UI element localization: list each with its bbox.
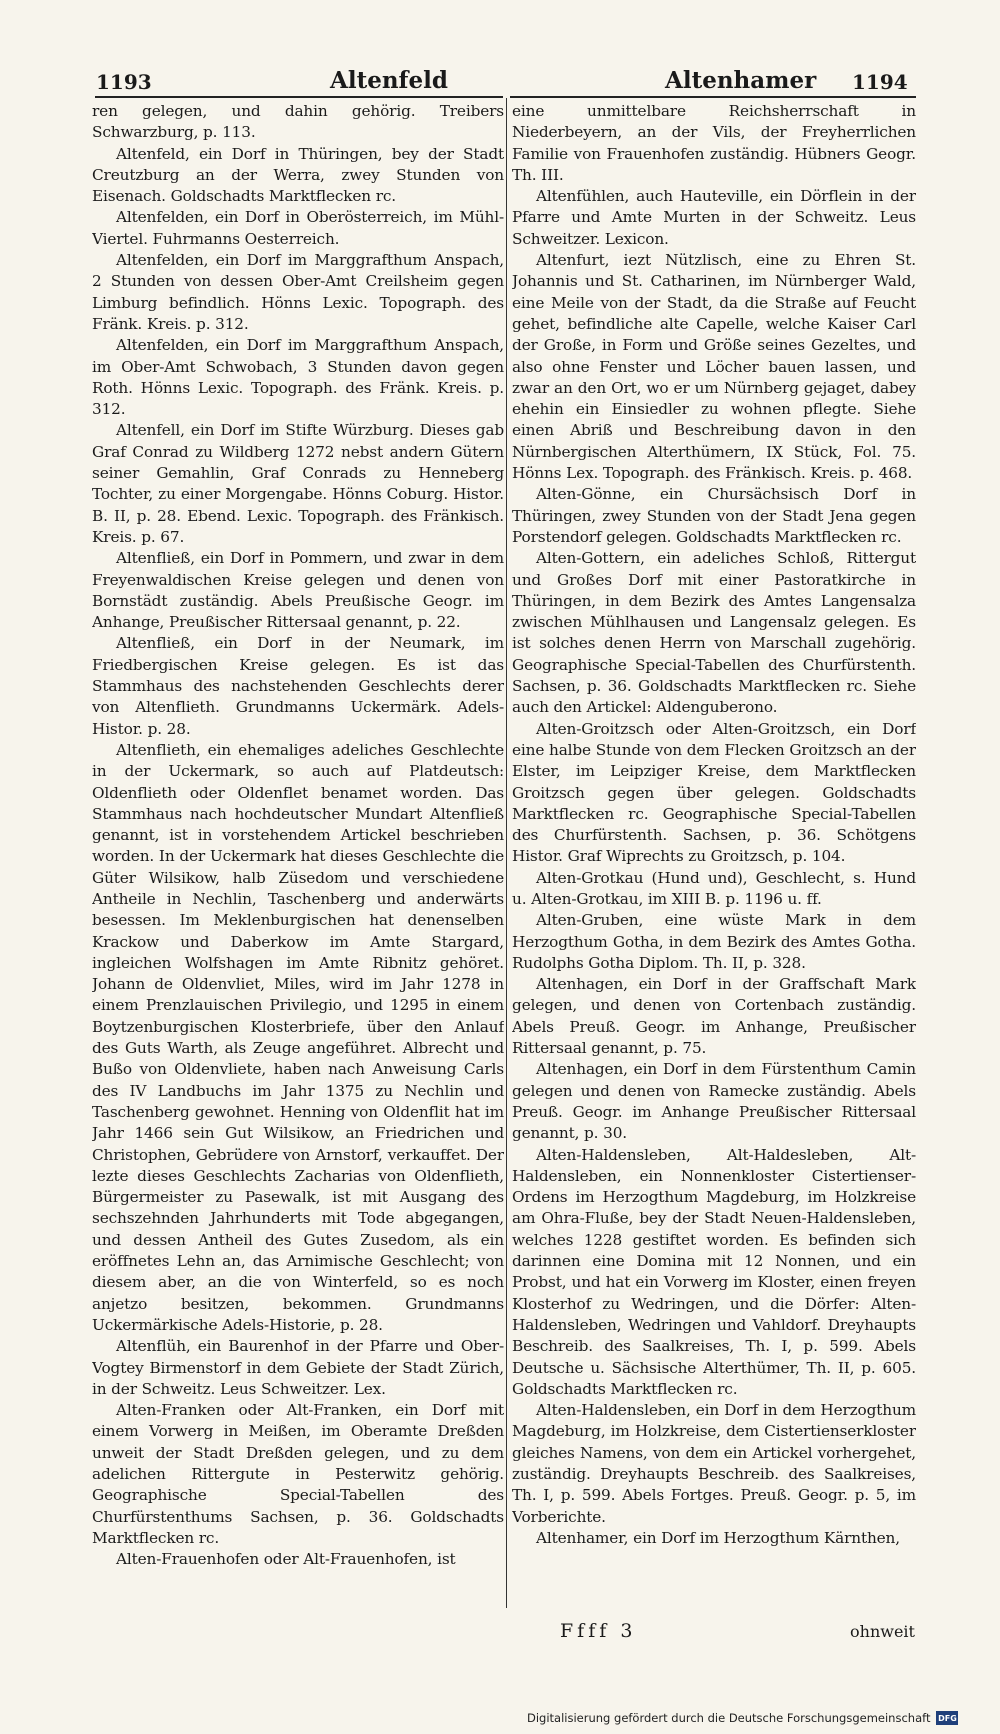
dictionary-entry: Altenfurt, iezt Nützlisch, eine zu Ehren St. Johannis und St. Catharinen, im Nürnberger Wald, eine Meile von der Stadt, da die Straße auf Feucht gehet, befindliche alte Capelle, welche Kaiser Carl der Große, in Form und Größe seines Gezeltes, und also ohne Fenster und Löcher bauen lassen, und zwar an den Ort, wo er um Nürnberg gejaget, dabey ehehin ein Einsiedler zu wohnen pflegte. Siehe einen Abriß und Beschreibung davon in den Nürnbergischen Alterthümern, IX Stück, Fol. 75. Hönns Lex. Topograph. des Fränkisch. Kreis. p. 468. [512,251,916,483]
right-running-head: Altenhamer [665,67,817,94]
dictionary-entry: ren gelegen, und dahin gehörig. Treibers Schwarzburg, p. 113. [92,102,504,142]
dictionary-entry: Altenfelden, ein Dorf im Marggrafthum Anspach, im Ober-Amt Schwobach, 3 Stunden davon gegen Roth. Hönns Lexic. Topograph. des Fränk. Kreis. p. 312. [92,336,504,419]
dictionary-entry: Alten-Gönne, ein Chursächsisch Dorf in Thüringen, zwey Stunden von der Stadt Jena gegen Porstendorf gelegen. Goldschadts Marktflecken rc. [512,485,916,546]
column-divider [506,98,507,1608]
dictionary-entry: Alten-Gruben, eine wüste Mark in dem Herzogthum Gotha, in dem Bezirk des Amtes Gotha. Rudolphs Gotha Diplom. Th. II, p. 328. [512,911,916,972]
dictionary-entry: Alten-Groitzsch oder Alten-Groitzsch, ein Dorf eine halbe Stunde von dem Flecken Groitzsch an der Elster, im Leipziger Kreise, dem Marktflecken Groitzsch gegen über gelegen. Goldschadts Marktflecken rc. Geographische Special-Tabellen des Churfürstenth. Sachsen, p. 36. Schötgens Histor. Graf Wiprechts zu Groitzsch, p. 104. [512,719,916,866]
dictionary-entry: Alten-Grotkau (Hund und), Geschlecht, s. Hund u. Alten-Grotkau, im XIII B. p. 1196 u. ff. [512,868,916,908]
dictionary-entry: Alten-Franken oder Alt-Franken, ein Dorf mit einem Vorwerg in Meißen, im Oberamte Dreßden unweit der Stadt Dreßden gelegen, und zu dem adelichen Rittergute in Pesterwitz gehörig. Geographische Special-Tabellen des Churfürstenthums Sachsen, p. 36. Goldschadts Marktflecken rc. [92,1401,504,1547]
dictionary-entry: Alten-Frauenhofen oder Alt-Frauenhofen, ist [116,1550,456,1569]
dictionary-entry: Altenhamer, ein Dorf im Herzogthum Kärnthen, [536,1528,900,1547]
dfg-logo: DFG [936,1711,958,1725]
header-rule-right [510,96,916,98]
left-running-head: Altenfeld [330,67,448,94]
catchword: ohnweit [850,1622,915,1641]
credit-text: Digitalisierung gefördert durch die Deutsche Forschungsgemeinschaft [527,1711,931,1725]
dictionary-entry: Altenflüh, ein Baurenhof in der Pfarre und Ober-Vogtey Birmenstorf in dem Gebiete der Stadt Zürich, in der Schweitz. Leus Schweitzer. Lex. [92,1337,504,1398]
dictionary-entry: Altenhagen, ein Dorf in dem Fürstenthum Camin gelegen und denen von Ramecke zuständig. Abels Preuß. Geogr. im Anhange Preußischer Rittersaal genannt, p. 30. [512,1060,916,1143]
dictionary-entry: Altenfell, ein Dorf im Stifte Würzburg. Dieses gab Graf Conrad zu Wildberg 1272 nebst andern Gütern seiner Gemahlin, Graf Conrads zu Henneberg Tochter, zu einer Morgengabe. Hönns Coburg. Histor. B. II, p. 28. Ebend. Lexic. Topograph. des Fränkisch. Kreis. p. 67. [92,421,504,546]
dictionary-entry: Altenfließ, ein Dorf in Pommern, und zwar in dem Freyenwaldischen Kreise gelegen und denen von Bornstädt zuständig. Abels Preußische Geogr. im Anhange, Preußischer Rittersaal genannt, p. 22. [92,549,504,632]
dictionary-entry: Altenhagen, ein Dorf in der Graffschaft Mark gelegen, und denen von Cortenbach zuständig. Abels Preuß. Geogr. im Anhange, Preußischer Rittersaal genannt, p. 75. [512,975,916,1058]
dictionary-entry: Alten-Haldensleben, Alt-Haldesleben, Alt-Haldensleben, ein Nonnenkloster Cistertienser-Ordens im Herzogthum Magdeburg, im Holzkreise am Ohra-Fluße, bey der Stadt Neuen-Haldensleben, welches 1228 gestiftet worden. Es befinden sich darinnen eine Domina mit 12 Nonnen, und ein Probst, und hat ein Vorwerg im Kloster, einen freyen Klosterhof zu Wedringen, und die Dörfer: Alten-Haldensleben, Wedringen und Vahldorf. Dreyhaupts Beschreib. des Saalkreises, Th. I, p. 599. Abels Deutsche u. Sächsische Alterthümer, Th. II, p. 605. Goldschadts Marktflecken rc. [512,1145,916,1398]
right-column [512,101,916,1621]
dictionary-entry: Alten-Haldensleben, ein Dorf in dem Herzogthum Magdeburg, im Holzkreise, dem Cistertienserkloster gleiches Namens, von dem ein Artickel vorhergehet, zuständig. Dreyhaupts Beschreib. des Saalkreises, Th. I, p. 599. Abels Fortges. Preuß. Geogr. p. 5, im Vorberichte. [512,1401,916,1526]
dictionary-entry: Altenfelden, ein Dorf in Oberösterreich, im Mühl-Viertel. Fuhrmanns Oesterreich. [92,208,504,248]
dictionary-entry: Alten-Gottern, ein adeliches Schloß, Rittergut und Großes Dorf mit einer Pastoratkirche in Thüringen, in dem Bezirk des Amtes Langensalza zwischen Mühlhausen und Langensalz gelegen. Es ist solches denen Herrn von Marschall zugehörig. Geographische Special-Tabellen des Churfürstenth. Sachsen, p. 36. Goldschadts Marktflecken rc. Siehe auch den Artickel: Aldenguberono. [512,549,916,717]
left-column [92,101,504,1621]
left-page-number: 1193 [96,70,152,94]
dictionary-entry: Altenfließ, ein Dorf in der Neumark, im Friedbergischen Kreise gelegen. Es ist das Stammhaus des nachstehenden Geschlechts derer von Altenflieth. Grundmanns Uckermärk. Adels-Histor. p. 28. [92,634,504,738]
dictionary-entry: Altenfeld, ein Dorf in Thüringen, bey der Stadt Creutzburg an der Werra, zwey Stunden von Eisenach. Goldschadts Marktflecken rc. [92,144,504,206]
dictionary-entry: Altenflieth, ein ehemaliges adeliches Geschlechte in der Uckermark, so auch auf Platdeutsch: Oldenflieth oder Oldenflet benamet worden. Das Stammhaus nach hochdeutscher Mundart Altenfließ genannt, ist in vorstehendem Artickel beschrieben worden. In der Uckermark hat dieses Geschlechte die Güter Wilsikow, halb Züsedom und verschiedene Antheile in Nechlin, Taschenberg und anderwärts besessen. Im Meklenburgischen hat denenselben Krackow und Daberkow im Amte Stargard, ingleichen Wolfshagen im Amte Ribnitz gehöret. Johann de Oldenvliet, Miles, wird im Jahr 1278 in einem Prenzlauischen Privilegio, und 1295 in einem Boytzenburgischen Klosterbriefe, über den Anlauf des Guts Warth, als Zeuge angeführet. Albrecht und Bußo von Oldenvliete, haben nach Anweisung Carls des IV Landbuchs im Jahr 1375 zu Nechlin und Taschenberg gewohnet. Henning von Oldenflit hat im Jahr 1466 sein Gut Wilsikow, an Friedrichen und Christophen, Gebrüdere von Arnstorf, verkauffet. Der lezte dieses Geschlechts Zacharias von Oldenflieth, Bürgermeister zu Pasewalk, ist mit Ausgang des sechszehnden Jahrhunderts mit Tode abgegangen, und dessen Antheil des Gutes Zusedom, als ein eröffnetes Lehn an, das Arnimische Geschlecht; von diesem aber, an die von Winterfeld, so es noch anjetzo besitzen, bekommen. Grundmanns Uckermärkische Adels-Historie, p. 28. [92,740,504,1334]
right-page-number: 1194 [852,70,908,94]
header-rule-left [95,96,503,98]
dictionary-entry: Altenfelden, ein Dorf im Marggrafthum Anspach, 2 Stunden von dessen Ober-Amt Creilsheim gegen Limburg befindlich. Hönns Lexic. Topograph. des Fränk. Kreis. p. 312. [92,251,504,333]
digitization-credit [527,1711,958,1725]
signature-mark: Ffff 3 [560,1620,637,1642]
dictionary-entry: Altenfühlen, auch Hauteville, ein Dörflein in der Pfarre und Amte Murten in der Schweitz. Leus Schweitzer. Lexicon. [512,187,916,248]
dictionary-entry: eine unmittelbare Reichsherrschaft in Niederbeyern, an der Vils, der Freyherrlichen Familie von Frauenhofen zuständig. Hübners Geogr. Th. III. [512,102,916,184]
